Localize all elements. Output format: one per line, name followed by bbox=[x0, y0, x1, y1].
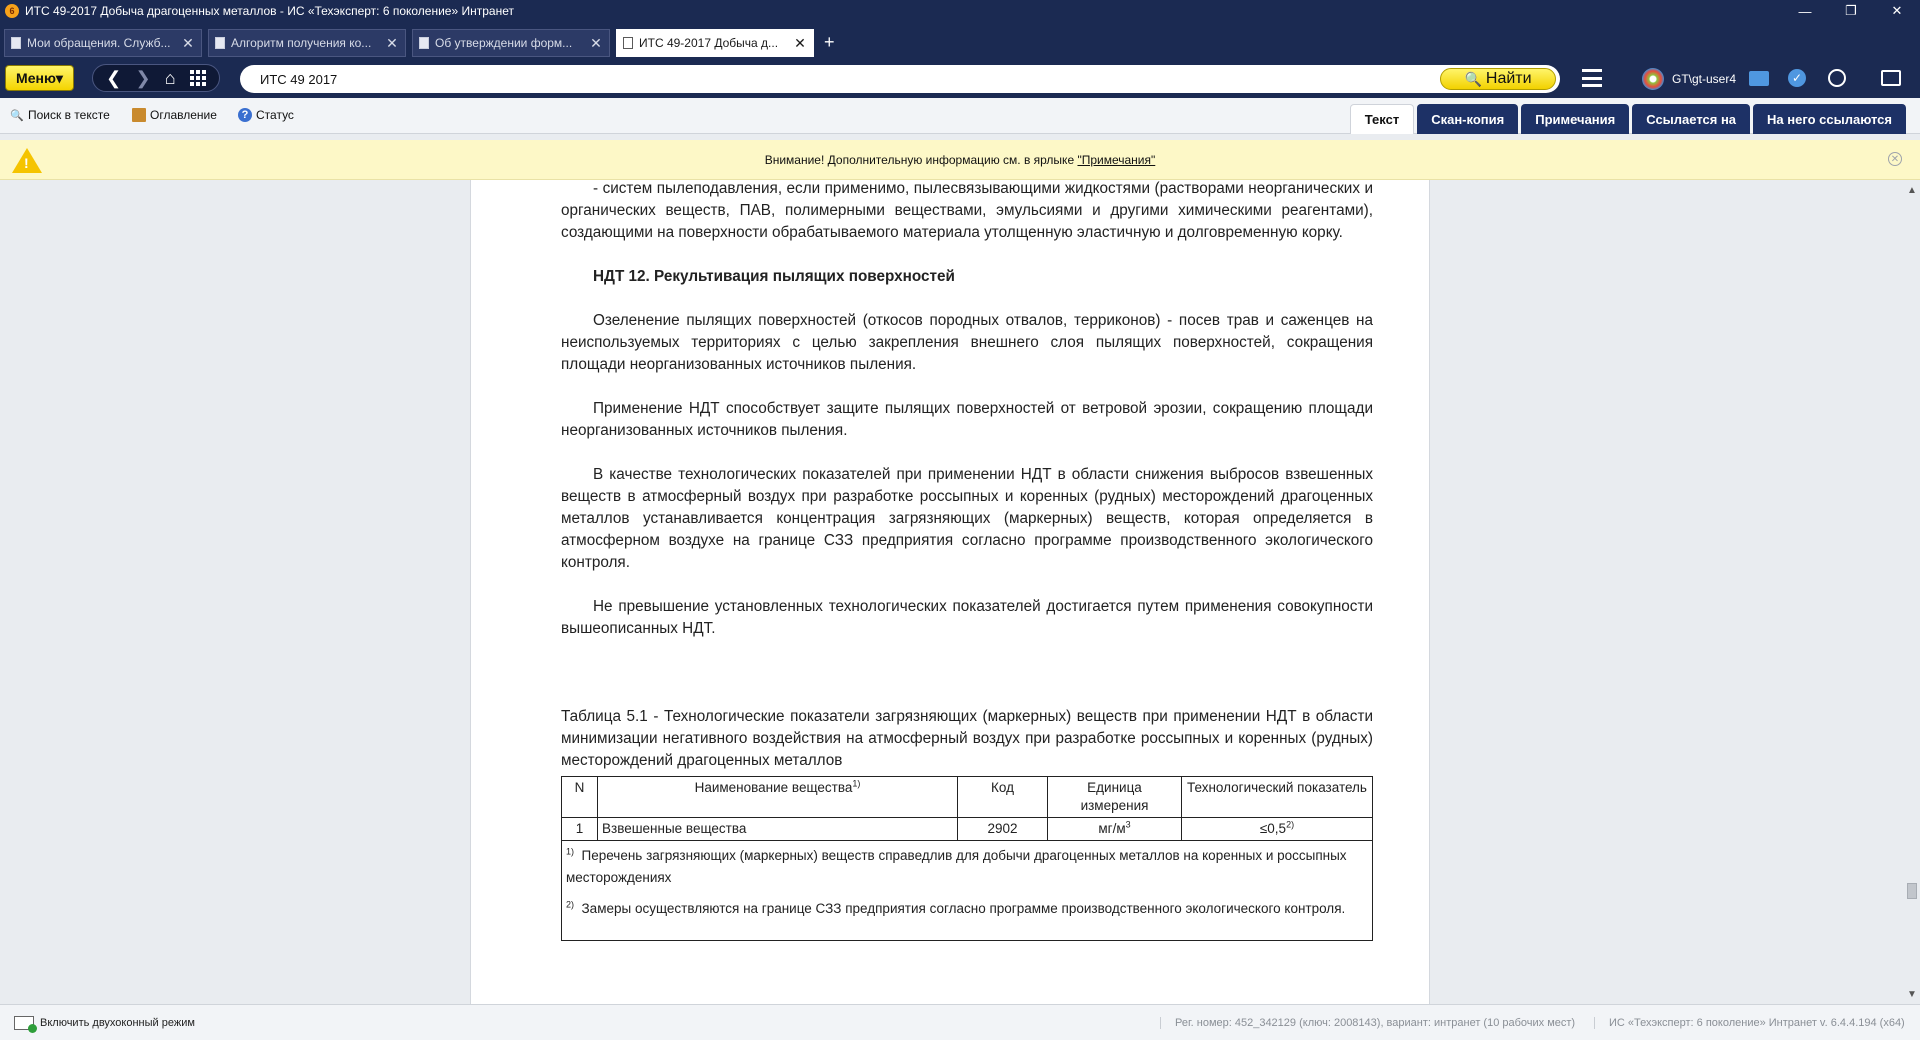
view-tabs bbox=[1350, 104, 1906, 134]
tab-close-icon[interactable]: ✕ bbox=[386, 34, 398, 51]
table-notes bbox=[562, 841, 1373, 941]
tab-text[interactable]: Текст bbox=[1350, 104, 1414, 134]
table-row bbox=[562, 818, 1373, 841]
footnote-2: $^{2)}$ Замеры осуществляются на границе СЗЗ предприятия согласно программе производственного экологического контроля. bbox=[566, 899, 1346, 916]
col-header-code: Код bbox=[958, 777, 1048, 818]
paragraph: В качестве технологических показателей при применении НДТ в области снижения выбросов взвешенных веществ в атмосферный воздух при разработке россыпных и коренных (рудных) месторождений драгоценных металлов устанавливается концентрация загрязняющих (маркерных) веществ, которая определяется в атмосферном воздухе на границе СЗЗ предприятия согласно программе производственного экологического контроля. bbox=[561, 466, 1373, 571]
window-controls bbox=[1782, 0, 1920, 22]
home-icon[interactable]: ⌂ bbox=[164, 67, 176, 88]
search-in-text-button[interactable] bbox=[10, 108, 110, 122]
menu-button[interactable]: Меню▾ bbox=[5, 65, 74, 91]
tab-bar bbox=[0, 22, 1920, 60]
contents-label: Оглавление bbox=[150, 108, 217, 122]
paragraph: Применение НДТ способствует защите пылящих поверхностей от ветровой эрозии, сокращению площади неорганизованных источников пыления. bbox=[561, 400, 1373, 439]
col-header-n: N bbox=[562, 777, 598, 818]
nav-buttons bbox=[92, 64, 220, 92]
tab-close-icon[interactable]: ✕ bbox=[182, 34, 194, 51]
tab-references-to[interactable]: Ссылается на bbox=[1632, 104, 1750, 134]
warning-banner bbox=[0, 140, 1920, 180]
paragraph: Не превышение установленных технологических показателей достигается путем применения совокупности вышеописанных НДТ. bbox=[561, 598, 1373, 637]
forward-arrow-icon[interactable]: ❯ bbox=[135, 67, 151, 88]
check-icon[interactable]: ✓ bbox=[1786, 68, 1808, 88]
section-heading: НДТ 12. Рекультивация пылящих поверхностей bbox=[593, 268, 955, 285]
document-icon bbox=[11, 37, 21, 49]
tab-label: Алгоритм получения ко... bbox=[231, 36, 372, 50]
two-window-icon bbox=[14, 1016, 34, 1030]
footnote-mark[interactable]: 2) bbox=[1286, 819, 1295, 830]
status-label: Статус bbox=[256, 108, 294, 122]
document-content bbox=[561, 180, 1373, 941]
vertical-scrollbar[interactable] bbox=[1904, 180, 1920, 1004]
registration-info: Рег. номер: 452_342129 (ключ: 2008143), вариант: интранет (10 рабочих мест) bbox=[1160, 1017, 1575, 1029]
search-in-text-label: Поиск в тексте bbox=[28, 108, 110, 122]
cell-unit: $мг/м^3$ bbox=[1048, 818, 1182, 841]
cell-n: 1 bbox=[562, 818, 598, 841]
contents-button[interactable] bbox=[132, 108, 217, 122]
tab-scan-copy[interactable]: Скан-копия bbox=[1417, 104, 1518, 134]
col-header-unit: Единица измерения bbox=[1048, 777, 1182, 818]
search-icon: 🔍 bbox=[10, 109, 24, 122]
user-name[interactable]: GT\gt-user4 bbox=[1672, 72, 1737, 86]
warning-message: Внимание! Дополнительную информацию см. в ярлыке bbox=[764, 153, 1075, 167]
paragraph: Озеленение пылящих поверхностей (откосов породных отвалов, терриконов) - посев трав и саженцев на неиспользуемых территориях с целью закрепления внешнего слоя пылящих поверхностей, сокращения площади неорганизованных источников пыления. bbox=[561, 312, 1373, 373]
cell-indicator: $\le 0,5^{2)}$ bbox=[1182, 818, 1373, 841]
tab-its-49-2017[interactable] bbox=[616, 29, 814, 57]
tab-notes[interactable]: Примечания bbox=[1521, 104, 1629, 134]
status-bar bbox=[0, 1004, 1920, 1040]
scroll-thumb[interactable] bbox=[1907, 883, 1917, 899]
table-caption: Таблица 5.1 - Технологические показатели загрязняющих (маркерных) веществ при применении НДТ в области минимизации негативного воздействия на атмосферный воздух при разработке россыпных и коренных (рудных) месторождений драгоценных металлов bbox=[561, 708, 1373, 769]
warning-icon: ! bbox=[12, 148, 42, 173]
col-header-substance: Наименование вещества$^{1)}$ bbox=[598, 777, 958, 818]
tab-label: ИТС 49-2017 Добыча д... bbox=[639, 36, 779, 50]
app-logo-icon: 6 bbox=[5, 4, 19, 18]
find-button-label: Найти bbox=[1485, 70, 1532, 87]
title-bar bbox=[0, 0, 1920, 22]
chat-icon[interactable] bbox=[1880, 68, 1902, 88]
window-title: ИТС 49-2017 Добыча драгоценных металлов - ИС «Техэксперт: 6 поколение» Интранет bbox=[25, 4, 514, 18]
indicators-table bbox=[561, 776, 1373, 941]
tab-my-requests[interactable] bbox=[4, 29, 202, 57]
tab-close-icon[interactable]: ✕ bbox=[794, 34, 806, 51]
minimize-icon[interactable]: — bbox=[1798, 3, 1812, 19]
tab-close-icon[interactable]: ✕ bbox=[590, 34, 602, 51]
footnote-1: $^{1)}$ Перечень загрязняющих (маркерных) веществ справедлив для добычи драгоценных металлов на коренных и россыпных месторождениях bbox=[566, 846, 1347, 885]
hamburger-menu-icon[interactable] bbox=[1582, 69, 1602, 87]
book-icon bbox=[132, 108, 146, 122]
user-avatar-icon[interactable] bbox=[1642, 68, 1664, 90]
tab-label: Об утверждении форм... bbox=[435, 36, 573, 50]
close-icon[interactable]: ✕ bbox=[1891, 3, 1903, 18]
table-header-row bbox=[562, 777, 1373, 818]
version-info: ИС «Техэксперт: 6 поколение» Интранет v. 6.4.4.194 (x64) bbox=[1594, 1017, 1905, 1029]
grid-icon[interactable] bbox=[190, 70, 206, 86]
document-icon bbox=[419, 37, 429, 49]
tab-label: Мои обращения. Служб... bbox=[27, 36, 171, 50]
notes-link[interactable]: "Примечания" bbox=[1077, 153, 1156, 167]
document-page bbox=[470, 180, 1430, 1004]
document-icon bbox=[215, 37, 225, 49]
tab-referenced-by[interactable]: На него ссылаются bbox=[1753, 104, 1906, 134]
status-button[interactable] bbox=[238, 108, 294, 122]
footnote-mark[interactable]: 1) bbox=[852, 778, 861, 789]
restore-icon[interactable]: ❐ bbox=[1845, 3, 1857, 18]
two-window-label: Включить двухоконный режим bbox=[40, 1017, 195, 1029]
timer-icon[interactable] bbox=[1826, 68, 1848, 88]
cell-substance: Взвешенные вещества bbox=[598, 818, 958, 841]
col-header-indicator: Технологический показатель bbox=[1182, 777, 1373, 818]
paragraph: - систем пылеподавления, если применимо, пылесвязывающими жидкостями (растворами неорганических и органических веществ, ПАВ, полимерными веществами, эмульсиями и другими химическими реагентами), создающими на поверхности обрабатываемого материала утолщенную эластичную и долговременную корку. bbox=[561, 180, 1373, 241]
document-icon bbox=[623, 37, 633, 49]
tab-algorithm[interactable] bbox=[208, 29, 406, 57]
two-window-mode-button[interactable] bbox=[14, 1016, 195, 1030]
document-toolbar bbox=[0, 98, 1920, 134]
scroll-up-icon[interactable]: ▲ bbox=[1907, 184, 1917, 196]
find-button[interactable] bbox=[1440, 68, 1556, 90]
warning-text bbox=[0, 153, 1920, 167]
navigation-bar bbox=[0, 60, 1920, 98]
search-input[interactable] bbox=[240, 65, 1560, 93]
document-area bbox=[0, 180, 1920, 1004]
cell-code: 2902 bbox=[958, 818, 1048, 841]
back-arrow-icon[interactable]: ❮ bbox=[106, 67, 122, 88]
close-banner-icon[interactable]: ✕ bbox=[1888, 152, 1902, 166]
search-icon: 🔍 bbox=[1464, 70, 1482, 87]
table-notes-row bbox=[562, 841, 1373, 941]
new-tab-button[interactable]: + bbox=[824, 32, 835, 52]
scroll-down-icon[interactable]: ▼ bbox=[1907, 988, 1917, 1000]
folder-icon[interactable] bbox=[1748, 68, 1770, 88]
tab-approval-forms[interactable] bbox=[412, 29, 610, 57]
status-icon: ? bbox=[238, 108, 252, 122]
